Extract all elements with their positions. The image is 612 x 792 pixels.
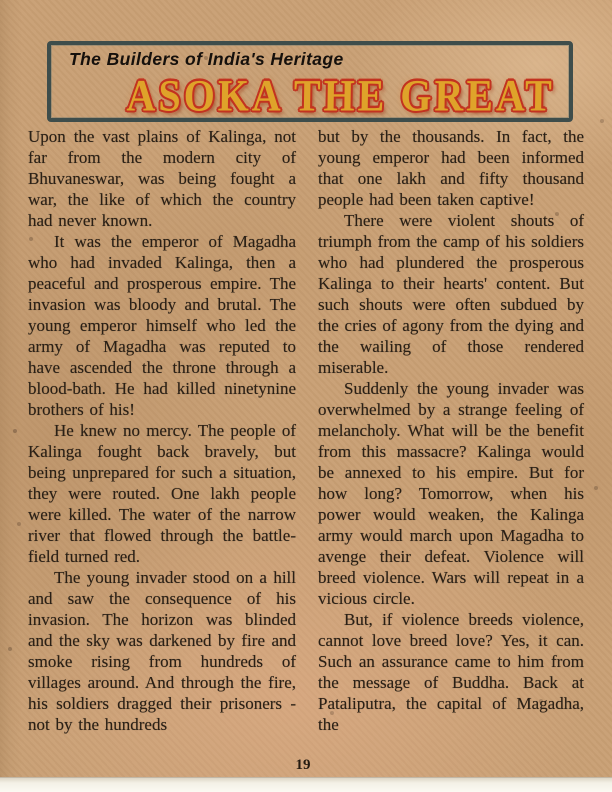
- paragraph: Suddenly the young invader was overwhelmed by a strange feeling of melancholy. What will be the benefit from this massacre? Kalinga would be annexed to his empire. But for how long? Tomorrow, when his power would weaken, the Kalinga army would march upon Magadha to avenge their defeat. Violence will breed violence. Wars will repeat in a vicious circle.: [318, 379, 584, 608]
- paragraph: But, if violence breeds violence, cannot love breed love? Yes, it can. Such an assurance came to him from the message of Buddha. Back at Pataliputra, the capital of Magadha, the: [318, 610, 584, 734]
- article-title: ASOKA THE GREAT: [126, 70, 556, 121]
- paragraph: There were violent shouts of triumph from the camp of his soldiers who had plundered the prosperous Kalinga to their hearts' content. But such shouts were often subdued by the cries of agony from the dying and the wailing of those rendered miserable.: [318, 211, 584, 377]
- right-column: [318, 126, 584, 735]
- paragraph: It was the emperor of Magadha who had invaded Kalinga, then a peaceful and prosperous empire. The invasion was bloody and brutal. The young emperor himself who led the army of Magadha was reputed to have ascended the throne through a blood-bath. He had killed ninetynine brothers of his!: [28, 232, 296, 419]
- paragraph: He knew no mercy. The people of Kalinga fought back bravely, but being unprepared for such a situation, they were routed. One lakh people were killed. The water of the narrow river that flowed through the battle-field turned red.: [28, 421, 296, 566]
- series-title: The Builders of India's Heritage: [69, 49, 344, 69]
- paragraph: Upon the vast plains of Kalinga, not far from the modern city of Bhuvaneswar, was being fought a war, the like of which the country had never known.: [28, 127, 296, 230]
- paper-flecks-decoration: [0, 0, 2, 2]
- page-number: 19: [295, 757, 311, 773]
- paragraph: The young invader stood on a hill and saw the consequence of his invasion. The horizon was blinded and the sky was darkened by fire and smoke rising from hundreds of villages around. And through the fire, his soldiers dragged their prisoners - not by the hundreds: [28, 568, 296, 734]
- header-box: [47, 41, 573, 122]
- scan-edge-strip: [0, 777, 612, 792]
- left-column: [28, 126, 296, 735]
- paragraph: but by the thousands. In fact, the young emperor had been informed that one lakh and fifty thousand people had been taken captive!: [318, 127, 584, 209]
